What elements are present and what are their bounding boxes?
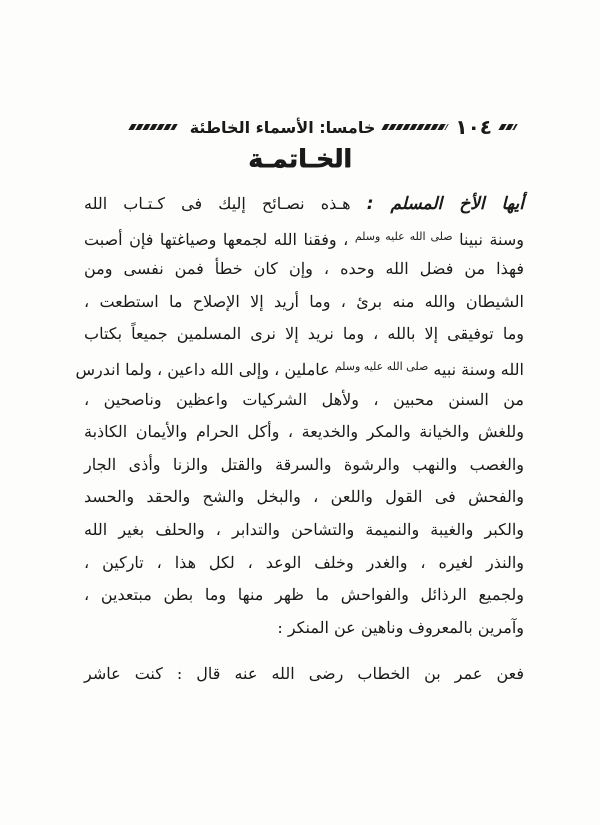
text-line: والفحش فى القول واللعن ، والبخل والشح والحقد والحسد [84,487,524,507]
pbuh-honorific: صلى الله عليه وسلم [334,359,429,373]
text-line: والنذر لغيره ، والغدر وخلف الوعد ، لكل هذا ، تاركين ، [84,552,524,572]
text-line [84,221,524,254]
text-segment: الله وسنة نبيه [433,359,524,379]
text-segment: ، وفقنا الله لجمعها وصياغتها فإن أصبت [84,229,349,249]
address-phrase: أيها الأخ المسلم : [366,194,524,214]
section-title: خامسا: الأسماء الخاطئة [189,117,376,137]
text-line [84,188,524,221]
text-line: فهذا من فضل الله وحده ، وإن كان خطأ فمن نفسى ومن [84,259,524,279]
text-line: والغصب والنهب والرشوة والسرقة والقتل والزنا وأذى الجار [84,454,524,474]
header-ornament-middle [382,124,449,130]
text-line: من السنن محبين ، ولأهل الشركيات واعظين وناصحين ، [84,389,524,409]
text-line: وآمرين بالمعروف وناهين عن المنكر : [277,617,524,637]
text-line: ولجميع الرذائل والفواحش ما ظهر منها وما بطن مبتعدين ، [84,585,524,605]
text-line: الشيطان والله منه برئ ، وما أريد إلا الإصلاح ما استطعت ، [84,291,524,311]
text-segment: هـذه نصـائح إليك فى كـتـاب الله [84,194,351,213]
text-segment: عاملين ، وإلى الله داعين ، ولما اندرس [75,359,330,379]
text-line: والكبر والغيبة والنميمة والتشاحن والتدابر ، والحلف بغير الله [84,519,524,539]
running-header [86,112,516,142]
pbuh-honorific: صلى الله عليه وسلم [354,229,453,243]
text-segment: وسنة نبينا [459,229,525,249]
header-ornament-lead [498,124,517,130]
text-line [75,351,524,384]
header-ornament-end [128,124,177,130]
text-line: فعن عمر بن الخطاب رضى الله عنه قال : كنت عاشر [84,664,524,684]
chapter-title: الخـاتمـة [248,144,352,173]
body-text [75,188,525,691]
text-line: وما توفيقى إلا بالله ، وما نريد إلا نرى المسلمين جميعاً بكتاب [84,324,524,344]
paragraph-gap [84,644,524,658]
page-number: ١٠٤ [455,115,492,139]
text-line: وللغش والخيانة والمكر والخديعة ، وأكل الحرام والأيمان الكاذبة [84,422,524,442]
